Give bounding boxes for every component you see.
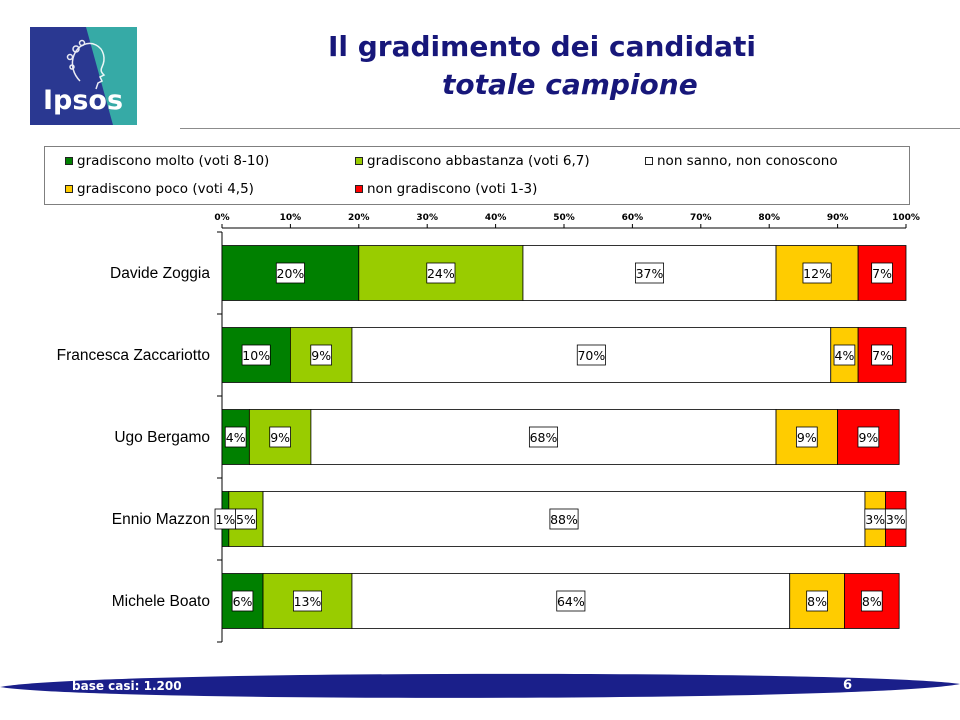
title-line-2: totale campione bbox=[442, 68, 698, 101]
data-label: 7% bbox=[872, 348, 892, 363]
logo-text: Ipsos bbox=[42, 85, 124, 116]
x-tick-label: 70% bbox=[690, 213, 712, 223]
data-label: 9% bbox=[311, 348, 332, 363]
data-label: 20% bbox=[276, 266, 305, 281]
x-tick-label: 90% bbox=[826, 213, 849, 223]
data-label: 3% bbox=[865, 512, 886, 527]
legend-label: non gradiscono (voti 1-3) bbox=[367, 181, 538, 197]
x-tick-label: 10% bbox=[279, 213, 302, 223]
data-label: 13% bbox=[293, 594, 322, 609]
category-label: Ugo Bergamo bbox=[114, 429, 210, 446]
data-label: 1% bbox=[215, 512, 236, 527]
data-label: 4% bbox=[834, 348, 855, 363]
x-tick-label: 30% bbox=[416, 213, 438, 223]
data-label: 37% bbox=[635, 266, 664, 281]
data-label: 3% bbox=[885, 512, 906, 527]
legend-label: gradiscono poco (voti 4,5) bbox=[77, 181, 254, 197]
title-line-1: Il gradimento dei candidati bbox=[328, 30, 756, 63]
legend-label: non sanno, non conoscono bbox=[657, 153, 838, 169]
category-label: Davide Zoggia bbox=[110, 265, 210, 282]
legend-label: gradiscono molto (voti 8-10) bbox=[77, 153, 270, 169]
base-cases-note: base casi: 1.200 bbox=[72, 679, 182, 693]
data-label: 5% bbox=[236, 512, 256, 527]
data-label: 24% bbox=[426, 266, 455, 281]
x-tick-label: 0% bbox=[214, 213, 230, 223]
data-label: 10% bbox=[242, 348, 271, 363]
data-label: 88% bbox=[550, 512, 578, 527]
x-tick-label: 40% bbox=[484, 213, 507, 223]
data-label: 7% bbox=[872, 266, 892, 281]
data-label: 8% bbox=[807, 594, 828, 609]
data-label: 9% bbox=[270, 430, 291, 445]
data-label: 9% bbox=[796, 430, 817, 445]
category-label: Michele Boato bbox=[111, 593, 210, 610]
data-label: 70% bbox=[577, 348, 606, 363]
x-tick-label: 50% bbox=[553, 213, 575, 223]
data-label: 6% bbox=[232, 594, 253, 609]
x-tick-label: 100% bbox=[892, 213, 920, 223]
data-label: 68% bbox=[529, 430, 558, 445]
data-label: 4% bbox=[225, 430, 246, 445]
category-label: Francesca Zaccariotto bbox=[56, 347, 210, 364]
legend-label: gradiscono abbastanza (voti 6,7) bbox=[367, 153, 590, 169]
category-label: Ennio Mazzon bbox=[111, 511, 210, 528]
x-tick-label: 60% bbox=[621, 213, 644, 223]
data-label: 12% bbox=[803, 266, 831, 281]
page-number: 6 bbox=[843, 678, 853, 693]
x-tick-label: 20% bbox=[348, 213, 370, 223]
data-label: 8% bbox=[861, 594, 882, 609]
data-label: 9% bbox=[858, 430, 879, 445]
x-tick-label: 80% bbox=[758, 213, 780, 223]
data-label: 64% bbox=[556, 594, 585, 609]
